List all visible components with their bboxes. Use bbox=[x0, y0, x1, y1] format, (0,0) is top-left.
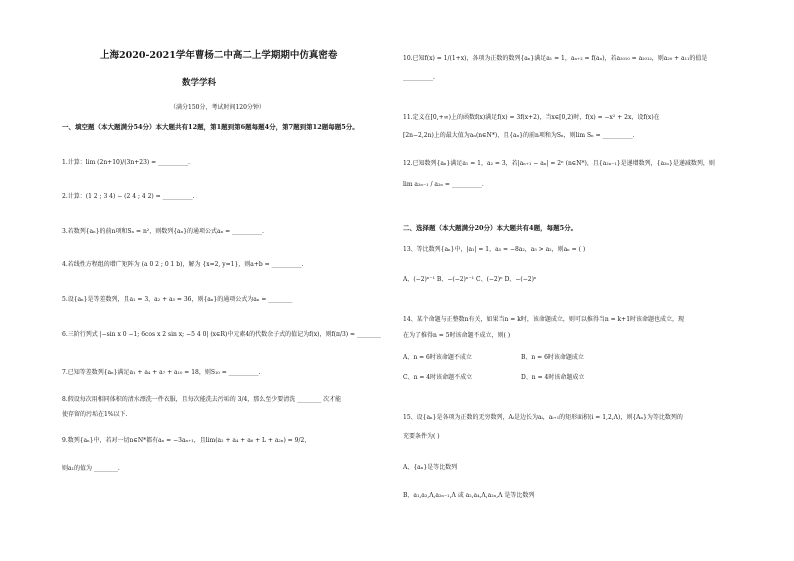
score-note: （满分150分，考试时间120分钟） bbox=[170, 104, 265, 111]
question-1: 1.计算：lim (2n+10)/(3n+23) = __________. bbox=[62, 159, 190, 166]
question-12: 12.已知数列{aₙ}满足a₁ = 1，a₂ = 3，若|aₙ₊₁ − aₙ| = 2ⁿ (n∈N*)，且{a₂ₙ₋₁}是递增数列，{a₂ₙ}是递减数列，则 bbox=[403, 160, 715, 167]
question-3: 3.若数列{aₙ}的前n项和Sₙ = n²，则数列{aₙ}的通项公式aₙ = __________. bbox=[62, 228, 264, 235]
question-9-cont: 则a₁的值为 ________. bbox=[62, 465, 120, 472]
question-14-option-a: A、n = 6时该命题不成立 bbox=[403, 354, 472, 361]
exam-title: 上海2020-2021学年曹杨二中高二上学期期中仿真密卷 bbox=[100, 50, 338, 61]
question-14-option-d: D、n = 4时该命题成立 bbox=[521, 374, 585, 381]
question-14-option-b: B、n = 6时该命题成立 bbox=[521, 354, 584, 361]
section-fill-heading: 一、填空题（本大题满分54分）本大题共有12题，第1题到第6题每题4分，第7题到第12题每题5分。 bbox=[62, 123, 359, 131]
question-15-cont: 充要条件为( ) bbox=[403, 433, 440, 440]
question-8: 8.假设每次用相同体积的清水漂洗一件衣服，且每次能洗去污垢的 3/4，那么至少要清洗 ________ 次才能 bbox=[62, 396, 342, 403]
question-15: 15、设{aₙ}是各项为正数的无穷数列，Aᵢ是边长为aᵢ，aᵢ₊₁的矩形面积(i = 1,2,Λ)，则{Aₙ}为等比数列的 bbox=[403, 414, 683, 421]
question-10: 10.已知f(x) = 1/(1+x)，各项为正数的数列{aₙ}满足a₁ = 1，aₙ₊₂ = f(aₙ)，若a₂₀₁₀ = a₂₀₁₂，则a₂₀ + a₁₁的值是 bbox=[403, 55, 708, 62]
question-9: 9.数列{aₙ}中，若对一切n∈N*都有aₙ = −3aₙ₊₁，且lim(a₂ + a₄ + a₆ + L + a₂ₙ) = 9/2， bbox=[62, 437, 311, 444]
question-5: 5.设{aₙ}是等差数列，且a₁ = 3，a₂ + a₅ = 36，则{aₙ}的通项公式为aₙ = ________ bbox=[62, 296, 293, 303]
subject-title: 数学学科 bbox=[182, 78, 217, 88]
question-6: 6.三阶行列式 |−sin x 0 −1; 6cos x 2 sin x; −5 4 0| (x∈R)中元素4的代数余子式的值记为f(x)，则f(π/3) = ________ bbox=[62, 331, 381, 338]
question-2: 2.计算：(1 2 ; 3 4) − (2 4 ; 4 2) = __________. bbox=[62, 193, 195, 200]
question-4: 4.若线性方程组的增广矩阵为 (a 0 2 ; 0 1 b)，解为 {x=2, y=1}，则a+b = __________. bbox=[62, 261, 304, 268]
question-15-option-a: A、{aₙ}是等比数列 bbox=[403, 464, 458, 471]
question-13-options: A、(−2)ⁿ⁻¹ B、−(−2)ⁿ⁻¹ C、(−2)ⁿ D、−(−2)ⁿ bbox=[403, 276, 537, 283]
question-11: 11.定义在[0,+∞)上的函数f(x)满足f(x) = 3f(x+2)，当x∈[0,2)时，f(x) = −x² + 2x，设f(x)在 bbox=[403, 114, 660, 121]
question-10-cont: __________. bbox=[403, 74, 435, 81]
question-8-cont: 使存留的污垢在1%以下. bbox=[62, 411, 128, 418]
question-7: 7.已知等差数列{aₙ}满足a₁ + a₄ + a₇ + a₁₀ = 18，则S₁₀ = __________. bbox=[62, 369, 261, 376]
question-15-option-b: B、a₁,a₃,Λ,a₂ₙ₋₁,Λ 或 a₂,a₄,Λ,a₂ₙ,Λ 是等比数列 bbox=[403, 492, 535, 499]
question-14: 14、某个命题与正整数n有关，如果当n = k时，该命题成立，则可以推得当n = k+1时该命题也成立，现 bbox=[403, 316, 685, 323]
question-13: 13、等比数列{aₙ}中，|a₁| = 1，a₅ = −8a₂，a₅ > a₂，则aₙ = ( ) bbox=[403, 246, 586, 253]
question-12-cont: lim a₂ₙ₋₁ / a₂ₙ = __________. bbox=[403, 181, 484, 188]
question-14-cont: 在为了推得n = 5时该命题不成立，则( ) bbox=[403, 332, 511, 339]
section-choice-heading: 二、选择题（本大题满分20分）本大题共有4题，每题5分。 bbox=[403, 224, 578, 232]
question-14-option-c: C、n = 4时该命题不成立 bbox=[403, 374, 473, 381]
question-11-cont: [2n−2,2n)上的最大值为aₙ(n∈N*)，且{aₙ}的前n项和为Sₙ，则lim Sₙ = __________. bbox=[403, 132, 635, 139]
